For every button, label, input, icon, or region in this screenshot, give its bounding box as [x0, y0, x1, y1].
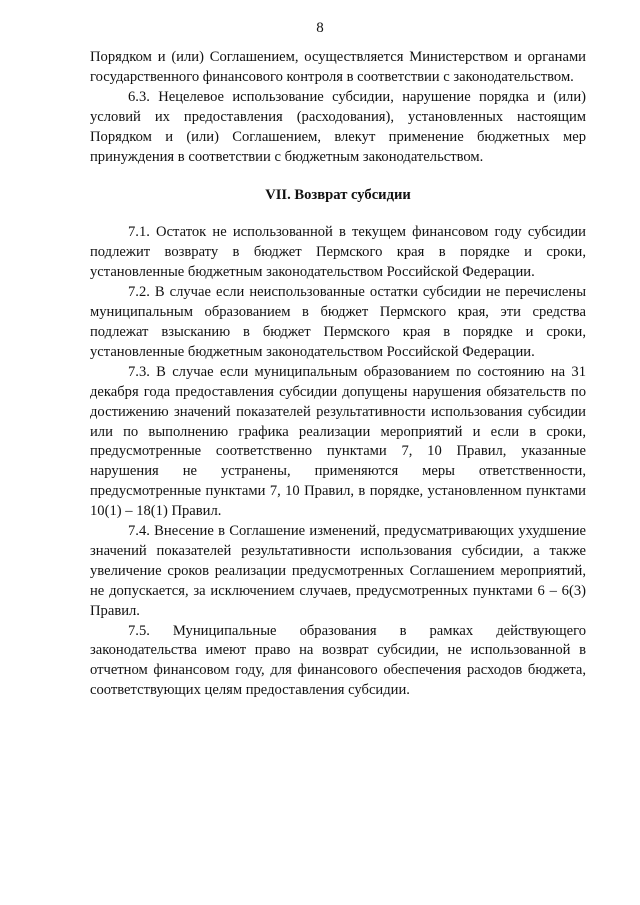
document-body	[90, 48, 586, 701]
page-number: 8	[316, 20, 324, 36]
paragraph-7-5: 7.5. Муниципальные образования в рамках действующего законодательства имеют право на возврат субсидии, не использованной в отчетном финансовом году, для финансового обеспечения расходов бюджета, соответствующих целям предоставления субсидии.	[90, 622, 586, 699]
section-heading: VII. Возврат субсидии	[265, 187, 411, 204]
paragraph-6-3: 6.3. Нецелевое использование субсидии, нарушение порядка и (или) условий их предоставления (расходования), установленных настоящим Порядком и (или) Соглашением, влекут применение бюджетных мер принуждения в соответствии с бюджетным законодательством.	[90, 88, 586, 165]
paragraph-7-3: 7.3. В случае если муниципальным образованием по состоянию на 31 декабря года предоставления субсидии допущены нарушения обязательств по достижению значений показателей результативности использования субсидии или по выполнению графика реализации мероприятий и если в сроки, предусмотренные соответственно пунктами 7, 10 Правил, указанные нарушения не устранены, применяются меры ответственности, предусмотренные пунктами 7, 10 Правил, в порядке, установленном пунктами 10(1) – 18(1) Правил.	[90, 363, 586, 520]
paragraph-7-1: 7.1. Остаток не использованной в текущем финансовом году субсидии подлежит возврату в бюджет Пермского края в порядке и сроки, установленные бюджетным законодательством Российской Федерации.	[90, 224, 586, 281]
paragraph-7-4: 7.4. Внесение в Соглашение изменений, предусматривающих ухудшение значений показателей результативности использования субсидии, а также увеличение сроков реализации предусмотренных Соглашением мероприятий, не допускается, за исключением случаев, предусмотренных пунктами 6 – 6(3) Правил.	[90, 523, 586, 619]
paragraph-7-2: 7.2. В случае если неиспользованные остатки субсидии не перечислены муниципальным образованием в бюджет Пермского края, эти средства подлежат взысканию в бюджет Пермского края в порядке и сроки, установленные бюджетным законодательством Российской Федерации.	[90, 284, 586, 360]
paragraph-continuation: Порядком и (или) Соглашением, осуществляется Министерством и органами государственного финансового контроля в соответствии с законодательством.	[90, 49, 586, 85]
